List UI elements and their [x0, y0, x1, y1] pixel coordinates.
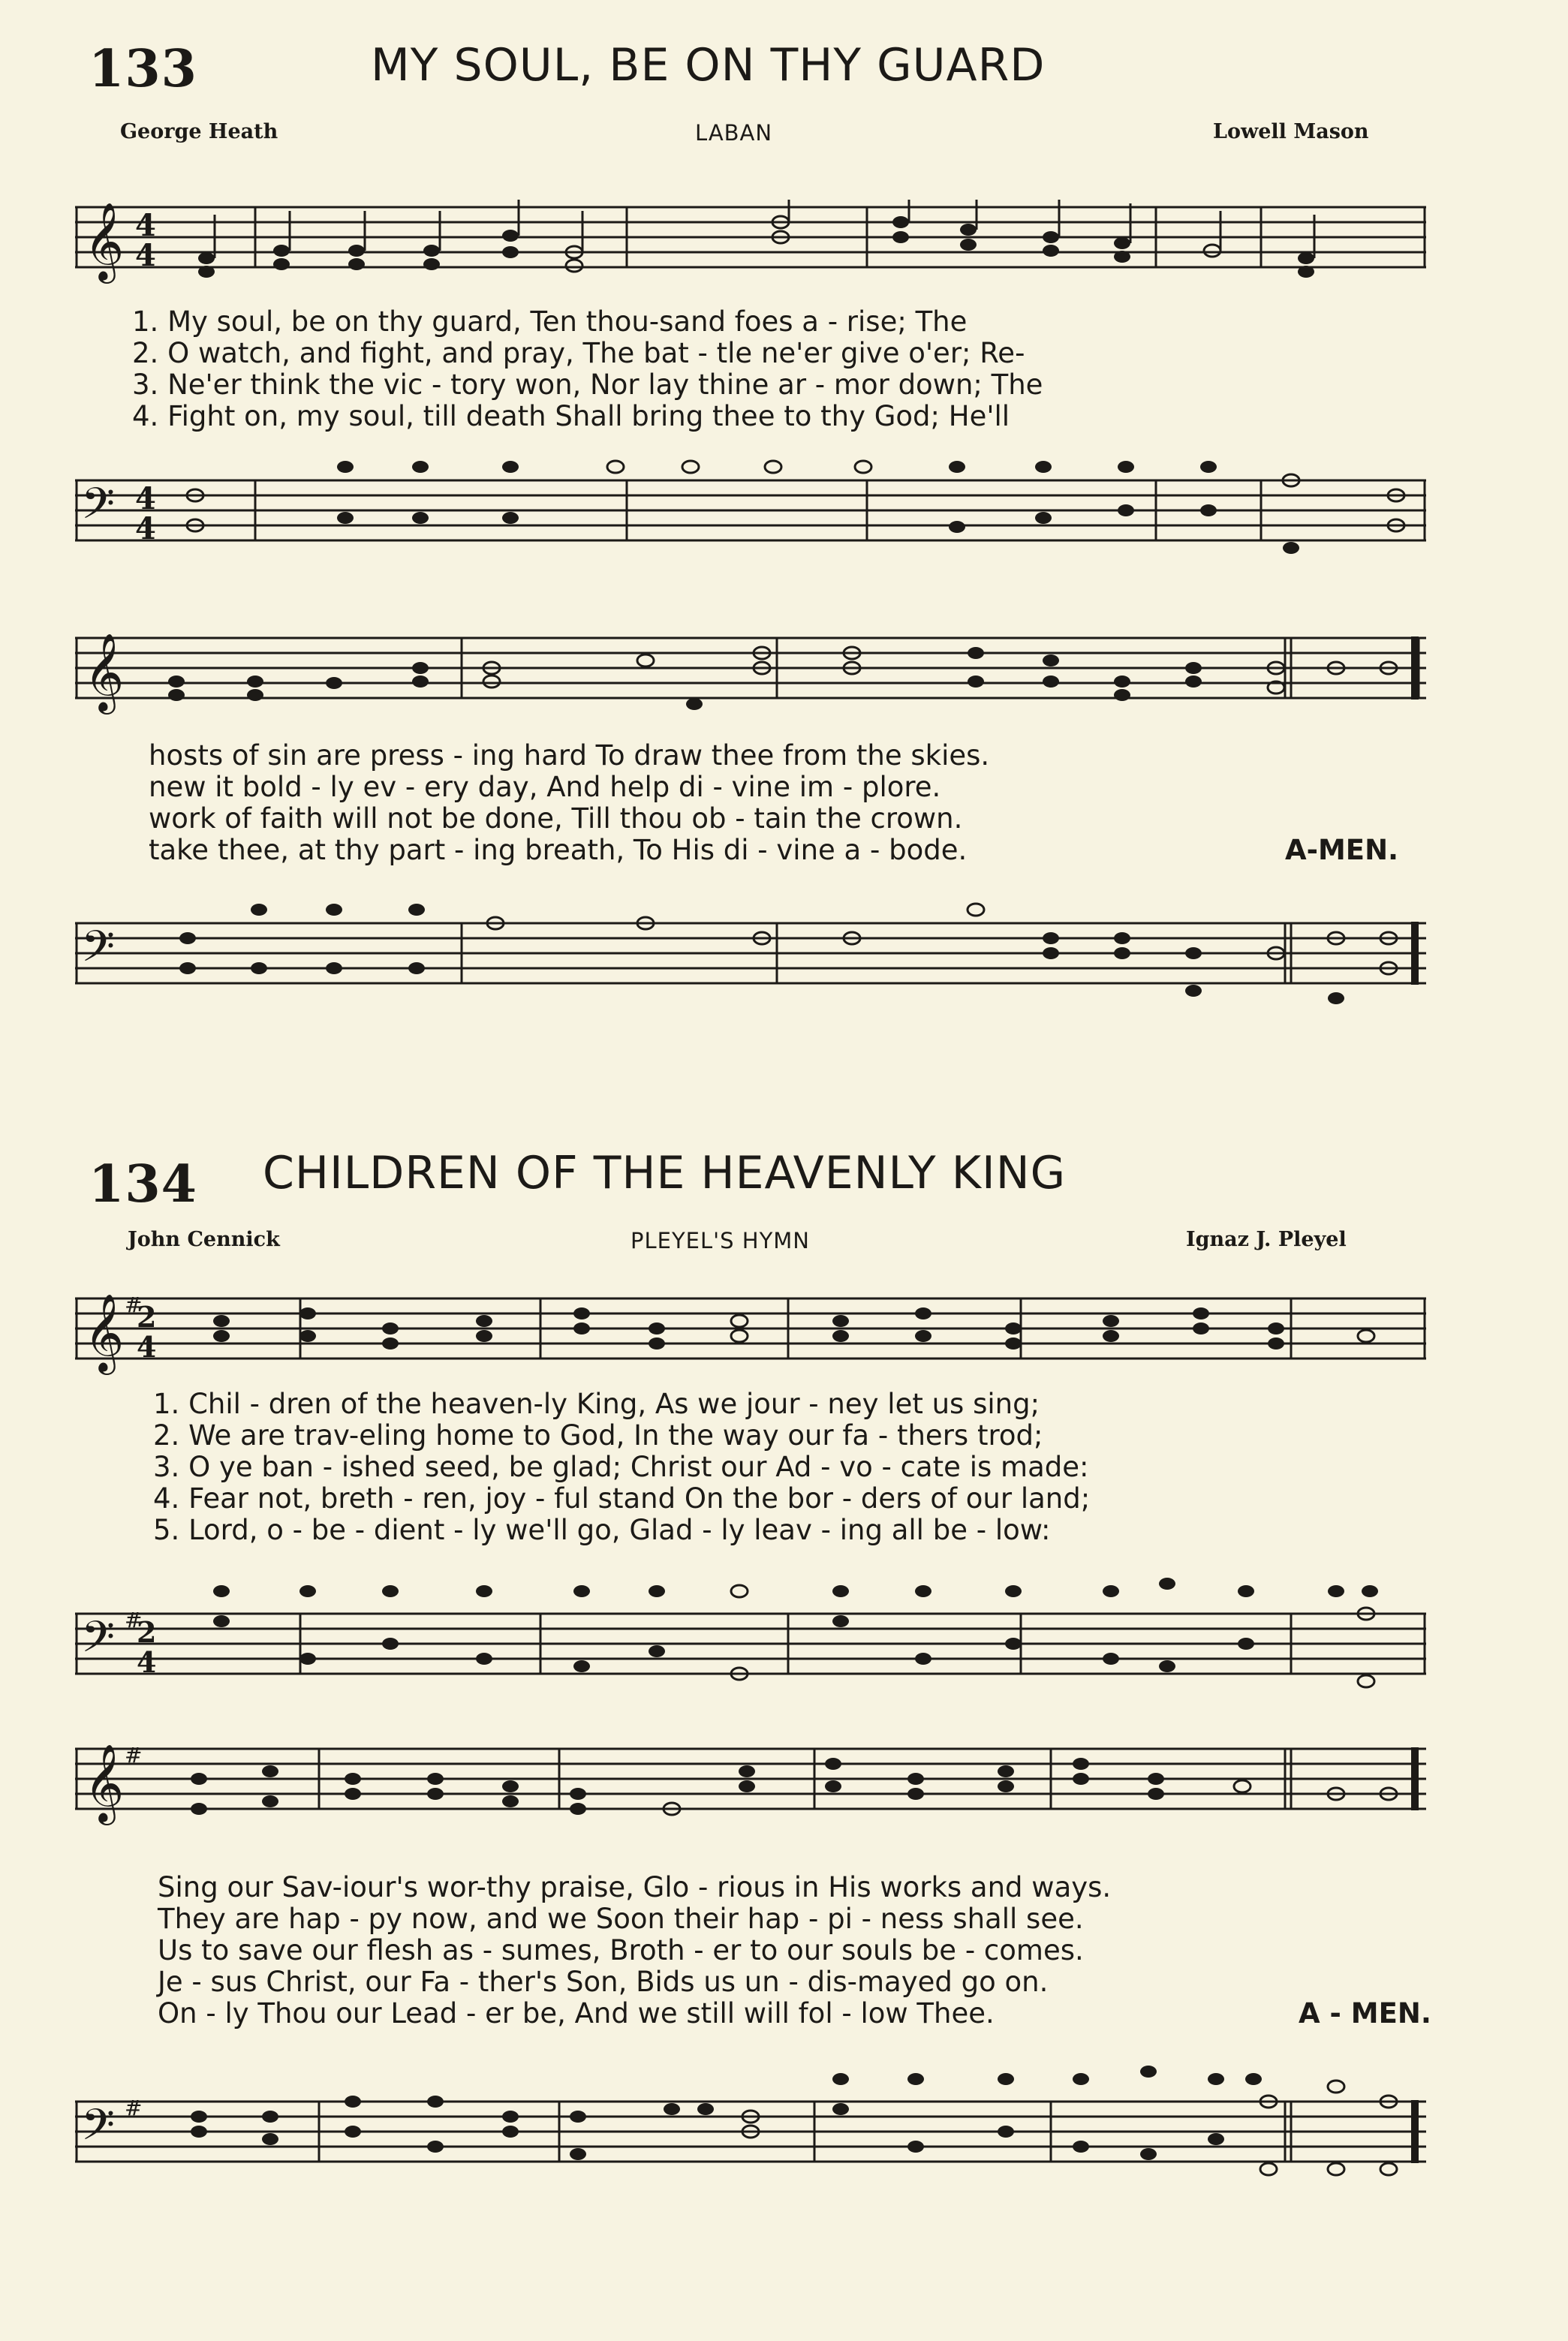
svg-text:#: # — [125, 2096, 143, 2120]
svg-text:𝄢: 𝄢 — [81, 2099, 116, 2161]
bass-staff — [75, 458, 1426, 570]
verse-line: 1. My soul, be on thy guard, Ten thou-sand foes a - rise; The — [132, 305, 968, 338]
svg-text:𝄞: 𝄞 — [84, 202, 125, 281]
treble-staff-drawing — [75, 200, 1426, 290]
verse-line: 2. We are trav-eling home to God, In the way our fa - thers trod; — [153, 1419, 1043, 1452]
verse-line: They are hap - py now, and we Soon their hap - pi - ness shall see. — [158, 1903, 1084, 1935]
bass-staff — [75, 893, 1426, 1021]
svg-text:4: 4 — [135, 481, 156, 516]
verse-line: 4. Fear not, breth - ren, joy - ful stand On the bor - ders of our land; — [153, 1482, 1091, 1515]
bass-staff — [75, 1569, 1426, 1696]
svg-text:𝄞: 𝄞 — [84, 1293, 125, 1372]
treble-staff — [75, 615, 1426, 721]
treble-staff — [75, 1276, 1426, 1381]
verses-133-part2 — [149, 740, 989, 866]
verse-line: take thee, at thy part - ing breath, To His di - vine a - bode. — [149, 834, 968, 866]
treble-staff — [75, 1726, 1426, 1831]
verse-line: new it bold - ly ev - ery day, And help di - vine im - plore. — [149, 771, 941, 803]
svg-text:𝄢: 𝄢 — [81, 478, 116, 540]
treble-staff-drawing — [75, 1726, 1426, 1831]
svg-text:𝄢: 𝄢 — [81, 921, 116, 982]
svg-text:#: # — [125, 1743, 143, 1768]
hymn-number: 133 — [89, 39, 197, 99]
verse-line: hosts of sin are press - ing hard To draw thee from the skies. — [149, 739, 990, 772]
verses-134-part1 — [153, 1389, 1090, 1546]
verse-line: 3. O ye ban - ished seed, be glad; Christ our Ad - vo - cate is made: — [153, 1451, 1089, 1483]
hymn-tune: PLEYEL'S HYMN — [631, 1228, 810, 1253]
hymn-author: George Heath — [120, 120, 278, 143]
svg-text:2: 2 — [137, 1300, 157, 1334]
treble-staff — [75, 200, 1426, 290]
treble-staff-drawing — [75, 615, 1426, 721]
svg-text:4: 4 — [137, 1330, 157, 1364]
svg-text:4: 4 — [137, 1645, 157, 1679]
verse-line: Je - sus Christ, our Fa - ther's Son, Bids us un - dis-mayed go on. — [158, 1966, 1049, 1998]
svg-text:4: 4 — [135, 208, 156, 243]
svg-text:𝄞: 𝄞 — [84, 1744, 125, 1822]
svg-text:#: # — [125, 1292, 143, 1317]
verses-133-part1 — [132, 306, 1043, 432]
amen-label: A-MEN. — [1285, 834, 1399, 866]
svg-text:#: # — [125, 1608, 143, 1632]
verse-line: work of faith will not be done, Till thou ob - tain the crown. — [149, 802, 963, 835]
bass-staff-drawing — [75, 893, 1426, 1021]
verse-line: Us to save our flesh as - sumes, Broth - er to our souls be - comes. — [158, 1934, 1084, 1966]
hymn-composer: Ignaz J. Pleyel — [1186, 1228, 1347, 1251]
hymn-tune: LABAN — [695, 120, 773, 146]
bass-staff-drawing — [75, 2057, 1426, 2192]
verse-line: 3. Ne'er think the vic - tory won, Nor lay thine ar - mor down; The — [132, 369, 1043, 401]
verse-line: 1. Chil - dren of the heaven-ly King, As we jour - ney let us sing; — [153, 1388, 1040, 1420]
svg-text:𝄢: 𝄢 — [81, 1611, 116, 1673]
verse-line: 2. O watch, and fight, and pray, The bat - tle ne'er give o'er; Re- — [132, 337, 1025, 369]
verse-line: On - ly Thou our Lead - er be, And we still will fol - low Thee. — [158, 1997, 995, 2030]
hymn-author: John Cennick — [128, 1228, 280, 1251]
verse-line: 5. Lord, o - be - dient - ly we'll go, Glad - ly leav - ing all be - low: — [153, 1514, 1051, 1546]
verse-line: 4. Fight on, my soul, till death Shall bring thee to thy God; He'll — [132, 400, 1010, 432]
bass-staff-drawing — [75, 1569, 1426, 1696]
hymn-title: CHILDREN OF THE HEAVENLY KING — [263, 1147, 1067, 1199]
bass-staff-drawing — [75, 458, 1426, 570]
svg-text:𝄞: 𝄞 — [84, 633, 125, 712]
svg-text:2: 2 — [137, 1615, 157, 1649]
svg-text:4: 4 — [135, 511, 156, 546]
verse-line: Sing our Sav-iour's wor-thy praise, Glo - rious in His works and ways. — [158, 1871, 1112, 1903]
hymn-title: MY SOUL, BE ON THY GUARD — [371, 39, 1046, 92]
verses-134-part2 — [158, 1872, 1111, 2030]
hymn-number: 134 — [89, 1154, 197, 1214]
hymn-composer: Lowell Mason — [1213, 120, 1369, 143]
svg-text:4: 4 — [135, 238, 156, 273]
amen-label: A - MEN. — [1299, 1997, 1431, 2030]
treble-staff-drawing — [75, 1276, 1426, 1381]
bass-staff — [75, 2057, 1426, 2192]
